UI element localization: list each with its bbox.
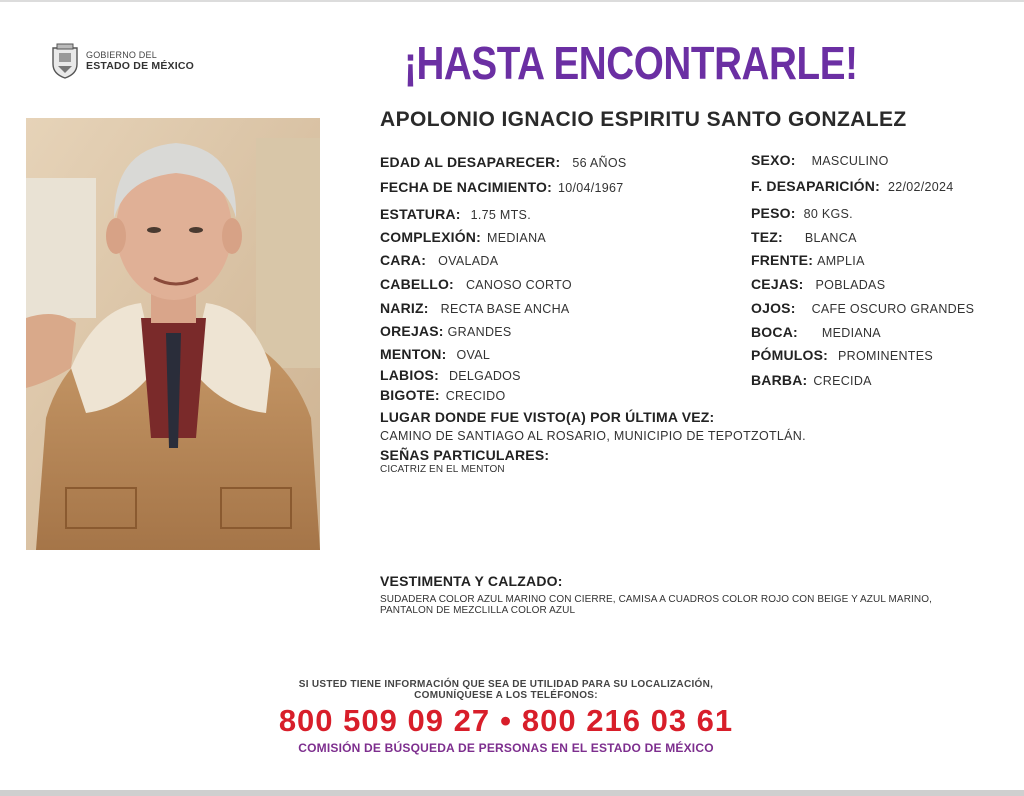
field-tez: [751, 229, 857, 245]
field-fecha-nacimiento: [380, 179, 624, 195]
clothing-title: VESTIMENTA Y CALZADO:: [380, 573, 563, 589]
state-coat-of-arms-icon: [50, 42, 80, 80]
field-label: CARA:: [380, 252, 427, 268]
field-menton: [380, 346, 490, 362]
person-portrait-icon: [26, 118, 320, 550]
field-value: BLANCA: [804, 231, 857, 245]
field-labios: [380, 367, 521, 383]
field-label: PESO:: [751, 205, 796, 221]
field-label: BIGOTE:: [380, 387, 440, 403]
field-value: POBLADAS: [815, 278, 886, 292]
field-barba: [751, 372, 872, 388]
field-ojos: [751, 300, 974, 316]
field-bigote: [380, 387, 505, 403]
field-label: PÓMULOS:: [751, 347, 829, 363]
field-value: CAFE OSCURO GRANDES: [811, 302, 975, 316]
field-label: TEZ:: [751, 229, 783, 245]
field-label: MENTON:: [380, 346, 447, 362]
field-label: FRENTE:: [751, 252, 814, 268]
field-nariz: [380, 300, 570, 316]
government-logo: [50, 42, 194, 80]
info-line-1: SI USTED TIENE INFORMACIÓN QUE SEA DE UTILIDAD PARA SU LOCALIZACIÓN,: [298, 679, 714, 690]
commission-name: COMISIÓN DE BÚSQUEDA DE PERSONAS EN EL ESTADO DE MÉXICO: [298, 741, 714, 755]
field-value: MASCULINO: [811, 154, 889, 168]
field-value: CRECIDA: [813, 374, 872, 388]
field-complexion: [380, 229, 546, 245]
field-value: CRECIDO: [445, 389, 506, 403]
field-estatura: [380, 206, 531, 222]
field-value: OVAL: [456, 348, 491, 362]
field-label: BARBA:: [751, 372, 808, 388]
field-label: OREJAS:: [380, 323, 444, 339]
marks-text: CICATRIZ EN EL MENTON: [380, 464, 505, 475]
field-value: RECTA BASE ANCHA: [440, 302, 570, 316]
field-label: COMPLEXIÓN:: [380, 229, 481, 245]
field-label: F. DESAPARICIÓN:: [751, 178, 880, 194]
field-label: FECHA DE NACIMIENTO:: [380, 179, 552, 195]
field-fecha-desaparicion: [751, 178, 954, 194]
field-edad: [380, 154, 627, 170]
field-value: GRANDES: [447, 325, 512, 339]
phone-number-1[interactable]: 800 509 09 27: [278, 703, 491, 738]
bottom-border: [0, 790, 1024, 796]
field-label: SEXO:: [751, 152, 796, 168]
field-cejas: [751, 276, 885, 292]
phone-number-2[interactable]: 800 216 03 61: [521, 703, 734, 738]
field-cara: [380, 252, 498, 268]
field-value: 56 AÑOS: [572, 156, 627, 170]
headline: ¡HASTA ENCONTRARLE!: [404, 37, 858, 89]
field-cabello: [380, 276, 572, 292]
field-value: 10/04/1967: [558, 181, 624, 195]
field-value: CANOSO CORTO: [465, 278, 572, 292]
field-value: 1.75 MTS.: [470, 208, 531, 222]
field-label: ESTATURA:: [380, 206, 461, 222]
field-label: EDAD AL DESAPARECER:: [380, 154, 561, 170]
field-frente: [751, 252, 865, 268]
phone-separator: •: [500, 703, 512, 738]
field-value: OVALADA: [438, 254, 499, 268]
last-seen-text: CAMINO DE SANTIAGO AL ROSARIO, MUNICIPIO DE TEPOTZOTLÁN.: [380, 429, 806, 443]
person-name: APOLONIO IGNACIO ESPIRITU SANTO GONZALEZ: [380, 108, 907, 131]
last-seen-title: LUGAR DONDE FUE VISTO(A) POR ÚLTIMA VEZ:: [380, 409, 715, 425]
field-label: CABELLO:: [380, 276, 454, 292]
top-border: [0, 0, 1024, 2]
field-peso: [751, 205, 853, 221]
field-value: 80 KGS.: [803, 207, 853, 221]
clothing-line-2: PANTALON DE MEZCLILLA COLOR AZUL: [380, 605, 576, 616]
field-orejas: [380, 323, 512, 339]
person-photo: [26, 118, 320, 550]
field-value: DELGADOS: [448, 369, 521, 383]
marks-title: SEÑAS PARTICULARES:: [380, 447, 550, 463]
field-value: 22/02/2024: [887, 180, 954, 194]
field-label: BOCA:: [751, 324, 798, 340]
field-label: NARIZ:: [380, 300, 429, 316]
field-label: OJOS:: [751, 300, 796, 316]
logo-line-1: GOBIERNO DEL: [86, 50, 157, 60]
field-label: CEJAS:: [751, 276, 804, 292]
field-value: MEDIANA: [821, 326, 881, 340]
field-pomulos: [751, 347, 933, 363]
info-line-2: COMUNÍQUESE A LOS TELÉFONOS:: [414, 690, 598, 701]
field-value: AMPLIA: [817, 254, 865, 268]
field-value: MEDIANA: [486, 231, 547, 245]
field-value: PROMINENTES: [838, 349, 934, 363]
clothing-line-1: SUDADERA COLOR AZUL MARINO CON CIERRE, CAMISA A CUADROS COLOR ROJO CON BEIGE Y AZUL MARINO,: [380, 594, 932, 605]
field-boca: [751, 324, 881, 340]
field-label: LABIOS:: [380, 367, 439, 383]
logo-line-2: ESTADO DE MÉXICO: [86, 60, 195, 72]
phone-numbers: [0, 703, 1012, 739]
field-sexo: [751, 152, 889, 168]
